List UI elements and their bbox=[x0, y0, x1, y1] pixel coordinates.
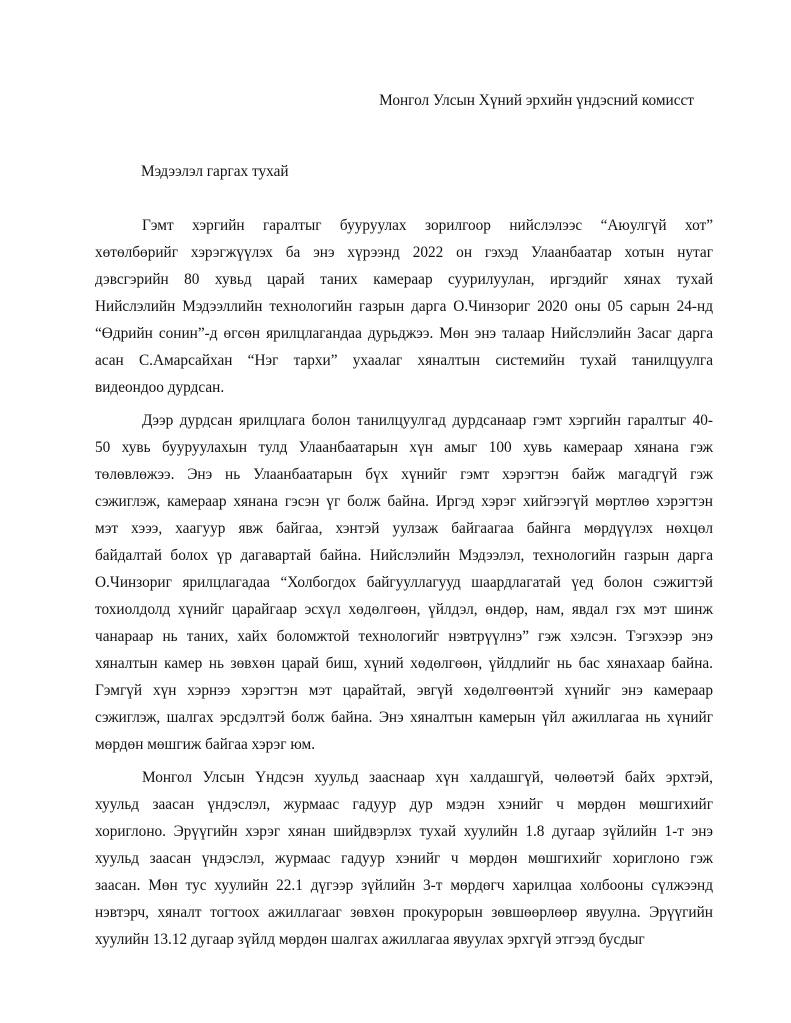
paragraph-line: мэт хэээ, хаагуур явж байгаа, хэнтэй уулзаж байгаагаа байнга мөрдүүлэх нөхцөл bbox=[95, 520, 713, 537]
paragraph-line: тохиолдолд хүнийг царайгаар эсхүл хөдөлгөөн, үйлдэл, өндөр, нам, явдал гэх мэт шинж bbox=[95, 601, 713, 618]
paragraph-line: сэжиглэж, камераар хянана гэсэн үг болж байна. Иргэд хэрэг хийгээгүй мөртлөө хэрэгтэн bbox=[95, 493, 713, 510]
paragraph-line: чанараар нь таних, хайх боломжтой технологийг нэвтрүүлнэ” гэж хэлсэн. Тэгэхээр энэ bbox=[95, 628, 713, 645]
paragraph-line: төлөвлөжээ. Энэ нь Улаанбаатарын бүх хүнийг гэмт хэрэгтэн байж магадгүй гэж bbox=[95, 466, 713, 483]
paragraph-line: Нийслэлийн Мэдээллийн технологийн газрын дарга О.Чинзориг 2020 оны 05 сарын 24-нд bbox=[95, 298, 713, 315]
paragraph-line: хөтөлбөрийг хэрэгжүүлэх ба энэ хүрээнд 2022 он гэхэд Улаанбаатар хотын нутаг bbox=[95, 244, 713, 261]
paragraph-line: Гэмт хэргийн гаралтыг бууруулах зорилгоор нийслэлээс “Аюулгүй хот” bbox=[142, 217, 713, 234]
body-paragraph bbox=[95, 212, 713, 401]
body-paragraph bbox=[95, 407, 713, 758]
paragraph-line: хориглоно. Эрүүгийн хэрэг хянан шийдвэрлэх тухай хуулийн 1.8 дугаар зүйлийн 1-т энэ bbox=[95, 823, 713, 840]
body-paragraph bbox=[95, 764, 713, 953]
paragraph-line: дэвсгэрийн 80 хувьд царай таних камераар суурилуулан, иргэдийг хянах тухай bbox=[95, 271, 713, 288]
paragraph-line: “Өдрийн сонин”-д өгсөн ярилцлагандаа дурьджээ. Мөн энэ талаар Нийслэлийн Засаг дарга bbox=[95, 325, 713, 342]
paragraph-line: хяналтын камер нь зөвхөн царай биш, хүний хөдөлгөөн, үйлдлийг нь бас хянахаар байна. bbox=[95, 655, 713, 672]
recipient-line: Монгол Улсын Хүний эрхийн үндэсний комисст bbox=[379, 92, 694, 109]
paragraph-line: Монгол Улсын Үндсэн хуульд зааснаар хүн халдашгүй, чөлөөтэй байх эрхтэй, bbox=[142, 769, 713, 786]
paragraph-line: хуульд заасан үндэслэл, журмаас гадуур дур мэдэн хэнийг ч мөрдөн мөшгихийг bbox=[95, 796, 713, 813]
document-body bbox=[95, 212, 713, 959]
paragraph-line: хуульд заасан үндэслэл, журмаас гадуур хэнийг ч мөрдөн мөшгихийг хориглоно гэж bbox=[95, 850, 713, 867]
paragraph-line: видеондоо дурдсан. bbox=[95, 379, 225, 396]
paragraph-line: Гэмгүй хүн хэрнээ хэрэгтэн мэт царайтай, эвгүй хөдөлгөөнтэй хүнийг энэ камераар bbox=[95, 682, 713, 699]
subject-heading: Мэдээлэл гаргах тухай bbox=[141, 163, 289, 180]
paragraph-line: байдалтай болох үр дагавартай байна. Нийслэлийн Мэдээлэл, технологийн газрын дарга bbox=[95, 547, 713, 564]
paragraph-line: заасан. Мөн тус хуулийн 22.1 дүгээр зүйлийн 3-т мөрдөгч харилцаа холбооны сүлжээнд bbox=[95, 877, 713, 894]
paragraph-line: мөрдөн мөшгиж байгаа хэрэг юм. bbox=[95, 736, 316, 753]
paragraph-line: нэвтэрч, хяналт тогтоох ажиллагааг зөвхөн прокурорын зөвшөөрлөөр явуулна. Эрүүгийн bbox=[95, 904, 713, 921]
paragraph-line: О.Чинзориг ярилцлагадаа “Холбогдох байгууллагууд шаардлагатай үед болон сэжигтэй bbox=[95, 574, 713, 591]
paragraph-line: 50 хувь бууруулахын тулд Улаанбаатарын хүн амыг 100 хувь камераар хянана гэж bbox=[95, 439, 713, 456]
paragraph-line: хуулийн 13.12 дугаар зүйлд мөрдөн шалгах ажиллагаа явуулах эрхгүй этгээд бусдыг bbox=[95, 931, 645, 948]
paragraph-line: сэжиглэж, шалгах эрсдэлтэй болж байна. Энэ хяналтын камерын үйл ажиллагаа нь хүнийг bbox=[95, 709, 713, 726]
paragraph-line: Дээр дурдсан ярилцлага болон танилцуулгад дурдсанаар гэмт хэргийн гаралтыг 40- bbox=[142, 412, 713, 429]
paragraph-line: асан С.Амарсайхан “Нэг тархи” ухаалаг хяналтын системийн тухай танилцуулга bbox=[95, 352, 713, 369]
